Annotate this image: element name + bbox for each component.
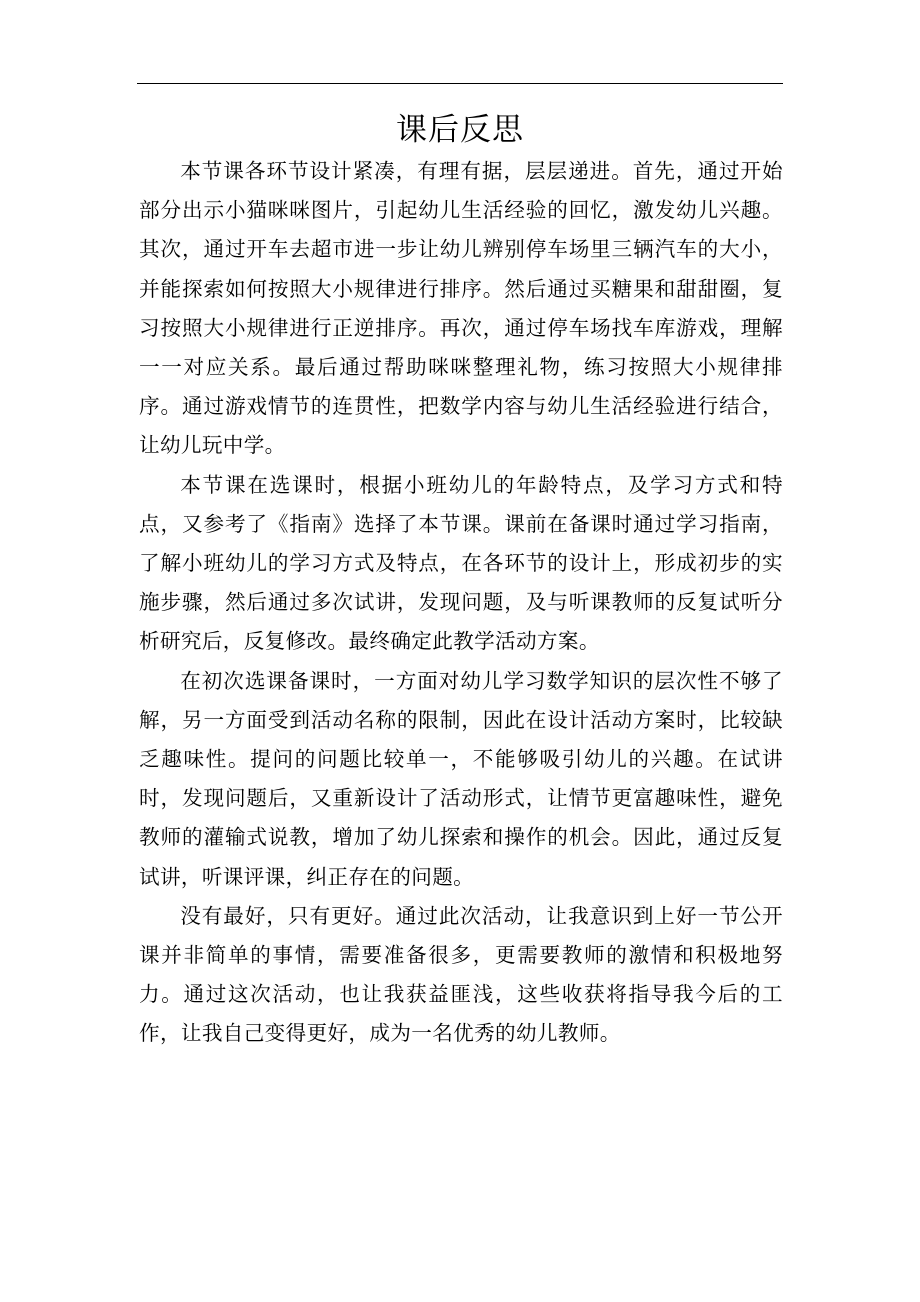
paragraph-3: 在初次选课备课时，一方面对幼儿学习数学知识的层次性不够了解，另一方面受到活动名称的限制，因此在设计活动方案时，比较缺乏趣味性。提问的问题比较单一，不能够吸引幼儿的兴趣。在试讲时，发现问题后，又重新设计了活动形式，让情节更富趣味性，避免教师的灌输式说教，增加了幼儿探索和操作的机会。因此，通过反复试讲，听课评课，纠正存在的问题。: [139, 668, 783, 889]
document-body: [139, 152, 783, 1054]
header-divider: [137, 83, 783, 84]
paragraph-1: 本节课各环节设计紧凑，有理有据，层层递进。首先，通过开始部分出示小猫咪咪图片，引起幼儿生活经验的回忆，激发幼儿兴趣。其次，通过开车去超市进一步让幼儿辨别停车场里三辆汽车的大小，并能探索如何按照大小规律进行排序。然后通过买糖果和甜甜圈，复习按照大小规律进行正逆排序。再次，通过停车场找车库游戏，理解一一对应关系。最后通过帮助咪咪整理礼物，练习按照大小规律排序。通过游戏情节的连贯性，把数学内容与幼儿生活经验进行结合，让幼儿玩中学。: [139, 159, 783, 458]
paragraph-2: 本节课在选课时，根据小班幼儿的年龄特点，及学习方式和特点，又参考了《指南》选择了本节课。课前在备课时通过学习指南，了解小班幼儿的学习方式及特点，在各环节的设计上，形成初步的实施步骤，然后通过多次试讲，发现问题，及与听课教师的反复试听分析研究后，反复修改。最终确定此教学活动方案。: [139, 472, 783, 654]
paragraph-4: 没有最好，只有更好。通过此次活动，让我意识到上好一节公开课并非简单的事情，需要准备很多，更需要教师的激情和积极地努力。通过这次活动，也让我获益匪浅，这些收获将指导我今后的工作，让我自己变得更好，成为一名优秀的幼儿教师。: [139, 903, 783, 1046]
document-title: 课后反思: [396, 112, 524, 148]
